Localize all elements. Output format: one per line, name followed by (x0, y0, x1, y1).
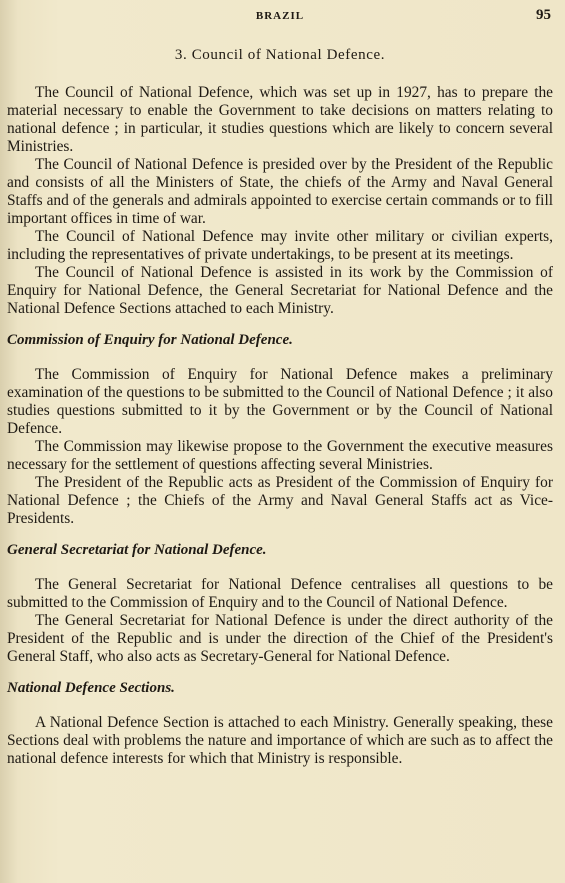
paragraph: The Council of National Defence is assisted in its work by the Commission of Enquiry for National Defence, the General Secretariat for National Defence and the National Defence Sections attached to each Ministry. (7, 264, 553, 317)
paragraph: The Council of National Defence is presided over by the President of the Republic and consists of all the Ministers of State, the chiefs of the Army and Naval General Staffs and of the generals and admirals appointed to exercise certain commands or to fill important offices in time of war. (7, 156, 553, 227)
paragraph: A National Defence Section is attached to each Ministry. Generally speaking, these Sections deal with problems the nature and importance of which are such as to affect the national defence interests for which that Ministry is responsible. (7, 714, 553, 767)
paragraph: The Council of National Defence may invite other military or civilian experts, including the representatives of private undertakings, to be present at its meetings. (7, 228, 553, 263)
page-header (7, 0, 553, 30)
subheading-commission: Commission of Enquiry for National Defence. (7, 332, 293, 348)
page-number: 95 (536, 7, 551, 23)
paragraph: The General Secretariat for National Defence is under the direct authority of the President of the Republic and is under the direction of the Chief of the President's General Staff, who also acts as Secretary-General for National Defence. (7, 612, 553, 665)
subheading-sections: National Defence Sections. (7, 680, 175, 696)
paragraph: The General Secretariat for National Defence centralises all questions to be submitted to the Commission of Enquiry and to the Council of National Defence. (7, 576, 553, 611)
section-title: 3. Council of National Defence. (174, 47, 386, 63)
paragraph: The Commission of Enquiry for National Defence makes a preliminary examination of the questions to be submitted to the Council of National Defence ; it also studies questions submitted to it by the Government or by the Council of National Defence. (7, 366, 553, 437)
running-head: BRAZIL (255, 10, 305, 22)
paragraph: The President of the Republic acts as President of the Commission of Enquiry for National Defence ; the Chiefs of the Army and Naval General Staffs act as Vice-Presidents. (7, 474, 553, 527)
paragraph: The Council of National Defence, which was set up in 1927, has to prepare the material necessary to enable the Government to take decisions on matters relating to national defence ; in particular, it studies questions which are likely to concern several Ministries. (7, 84, 553, 155)
paragraph: The Commission may likewise propose to the Government the executive measures necessary for the settlement of questions affecting several Ministries. (7, 438, 553, 473)
subheading-secretariat: General Secretariat for National Defence. (7, 542, 267, 558)
